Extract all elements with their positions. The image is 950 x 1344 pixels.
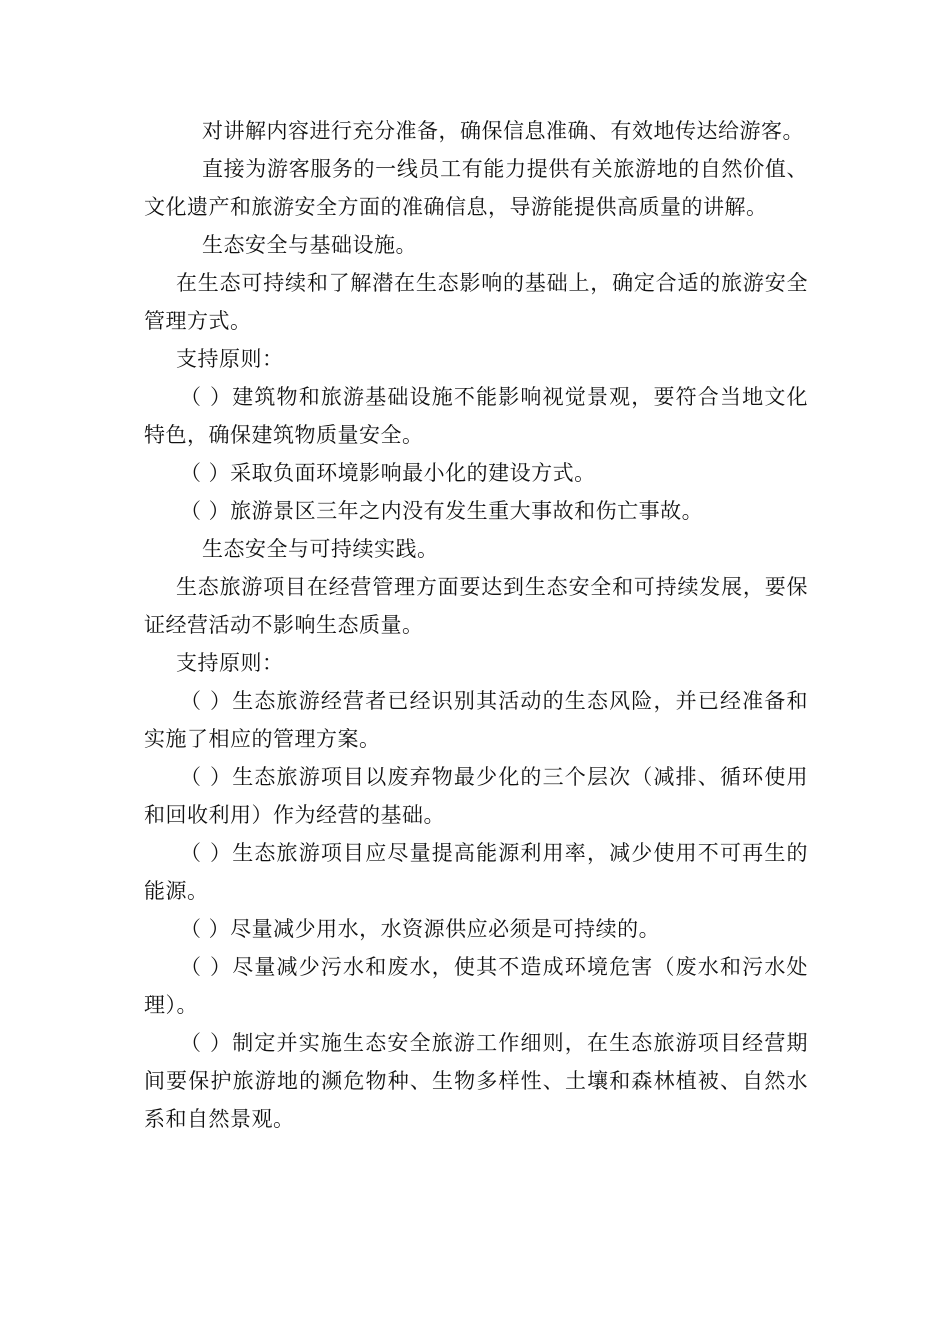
paragraph: 生态安全与基础设施。 <box>202 233 417 257</box>
paragraph: （ ）生态旅游项目应尽量提高能源利用率，减少使用不可再生的能源。 <box>144 841 808 903</box>
paragraph: 支持原则： <box>176 651 284 675</box>
paragraph: （ ）旅游景区三年之内没有发生重大事故和伤亡事故。 <box>180 499 704 523</box>
paragraph: （ ）尽量减少污水和废水，使其不造成环境危害（废水和污水处理）。 <box>144 955 808 1017</box>
paragraph: （ ）生态旅游项目以废弃物最少化的三个层次（减排、循环使用和回收利用）作为经营的基础。 <box>144 765 808 827</box>
paragraph: 在生态可持续和了解潜在生态影响的基础上，确定合适的旅游安全管理方式。 <box>144 271 808 333</box>
paragraph: （ ）生态旅游经营者已经识别其活动的生态风险，并已经准备和实施了相应的管理方案。 <box>144 689 808 751</box>
paragraph: 生态安全与可持续实践。 <box>202 537 439 561</box>
paragraph: （ ）采取负面环境影响最小化的建设方式。 <box>180 461 596 485</box>
document-body <box>144 112 808 1138</box>
paragraph: 直接为游客服务的一线员工有能力提供有关旅游地的自然价值、文化遗产和旅游安全方面的准确信息，导游能提供高质量的讲解。 <box>144 157 808 219</box>
paragraph: （ ）建筑物和旅游基础设施不能影响视觉景观，要符合当地文化特色，确保建筑物质量安全。 <box>144 385 808 447</box>
paragraph: （ ）尽量减少用水，水资源供应必须是可持续的。 <box>180 917 661 941</box>
paragraph: 生态旅游项目在经营管理方面要达到生态安全和可持续发展，要保证经营活动不影响生态质量。 <box>144 575 808 637</box>
paragraph: （ ）制定并实施生态安全旅游工作细则，在生态旅游项目经营期间要保护旅游地的濒危物种、生物多样性、土壤和森林植被、自然水系和自然景观。 <box>144 1031 808 1131</box>
paragraph: 对讲解内容进行充分准备，确保信息准确、有效地传达给游客。 <box>202 119 804 143</box>
paragraph: 支持原则： <box>176 347 284 371</box>
